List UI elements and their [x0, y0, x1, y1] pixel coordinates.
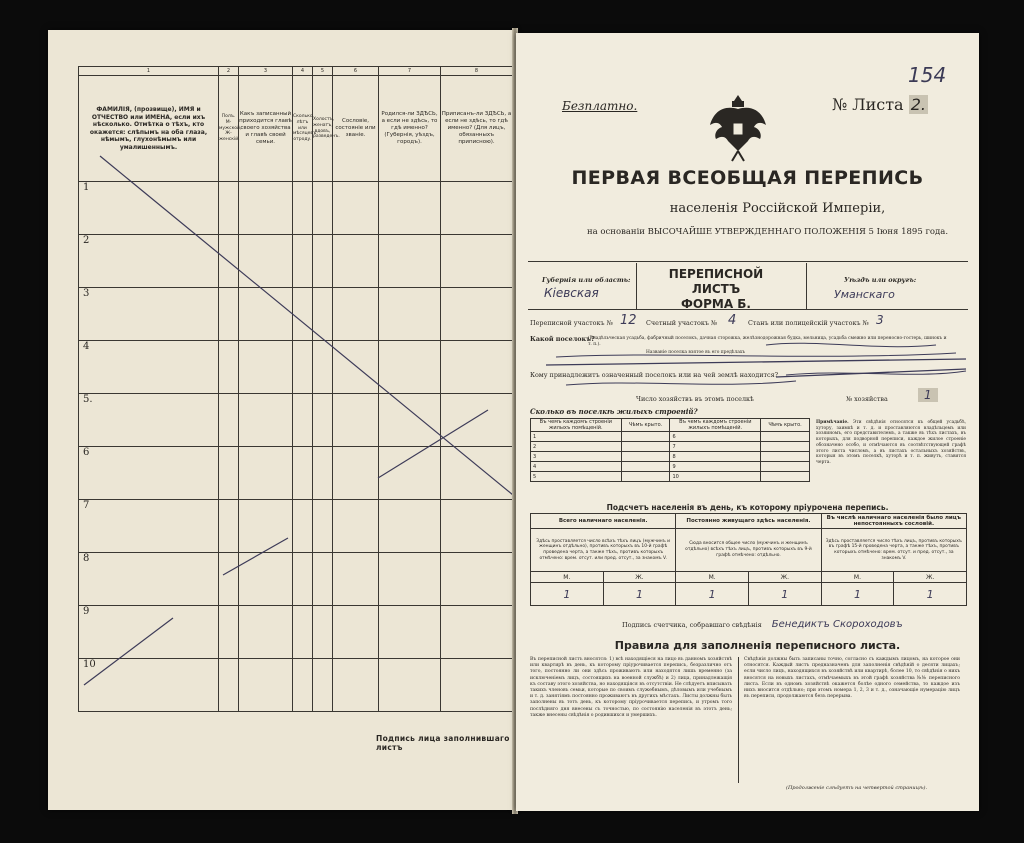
counting-area-label: Счетный участокъ №	[646, 319, 717, 327]
pop-value: 1	[531, 583, 604, 606]
column-number: 6	[333, 67, 379, 76]
row-number: 7	[79, 500, 219, 553]
legal-basis: на основаніи ВЫСОЧАЙШЕ УТВЕРЖДЕННАГО ПОЛОЖЕНІЯ 5 Іюня 1895 года.	[586, 227, 949, 237]
counter-signature-label: Подпись счетчика, собравшаго свѣдѣнія	[622, 621, 762, 629]
female-label: Ж.	[603, 572, 676, 583]
male-label: М.	[531, 572, 604, 583]
rules-right-column: Свѣдѣнія должны быть записаны точно, согласно съ каждымъ лицомъ, на которое они относятся. Каждый листъ предназначенъ для заполненія свѣдѣній о десяти лицахъ; если число лицъ, находящихся въ хозяйствѣ или квартирѣ, более 10, то свѣдѣнія о нихъ вносятся на новыхъ листахъ, отмѣчаемыхъ въ этой графѣ хозяйства №№ переписного листа. Если въ одномъ хозяйствѣ окажется болѣе одного семейства, то каждое изъ нихъ вносится отдѣльно; при этомъ номера 1, 2, 3 и т. д., означающіе нумерацію лицъ въ переписи, продолжаются безъ перерыва.	[744, 657, 960, 700]
note-text: Эти свѣдѣнія относятся къ общей усадьбѣ, хутору, заимкѣ и т. д. и проставляются владѣльцемъ или хозяиномъ, его представителемъ, а также въ тѣхъ листахъ, въ которыхъ, для подворной переписи, каждое жилое строеніе обозначено особо, и отмѣчаются въ соотвѣтствующей графѣ этого листа числомъ, а въ листахъ остальныхъ хозяйствъ, которыя въ этомъ поселкѣ, хуторѣ и т. п. живутъ, ставится черта.	[816, 420, 966, 466]
row-number: 3	[79, 288, 219, 341]
note-title: Примѣчаніе.	[816, 420, 849, 425]
female-label: Ж.	[748, 572, 821, 583]
male-label: М.	[821, 572, 894, 583]
form-title-line-2: ФОРМА Б.	[680, 297, 751, 311]
column-number: 7	[379, 67, 441, 76]
owner-label: Кому принадлежитъ означенный поселокъ или на чей землѣ находится?	[530, 371, 779, 379]
left-page	[48, 30, 515, 810]
right-page	[516, 33, 979, 811]
counter-signature-value: Бенедиктъ Скороходовъ	[771, 619, 903, 630]
building-number: 2	[531, 442, 622, 452]
subtitle: населенія Россійской Имперіи,	[669, 201, 886, 216]
column-header-relation: Какъ записанный приходится главѣ своего хозяйства и главѣ своей семьи.	[239, 76, 293, 182]
building-number: 8	[670, 452, 761, 462]
building-number: 3	[531, 452, 622, 462]
buildings-col-rooms: Въ чемъ каждомъ строеніи жилыхъ помѣщеній.	[531, 419, 622, 432]
note-block	[816, 420, 966, 466]
stan-value: 3	[876, 313, 884, 327]
column-number: 5	[313, 67, 333, 76]
pop-value: 1	[894, 583, 967, 606]
population-table	[530, 513, 967, 606]
row-number: 10	[79, 659, 219, 712]
column-header-name: ФАМИЛІЯ, (прозвище), ИМЯ и ОТЧЕСТВО или ИМЕНА, если ихъ нѣсколько. Отмѣтка о тѣхъ, кто окажется: слѣпымъ на оба глаза, нѣмымъ, глухонѣмымъ или умалишеннымъ.	[79, 76, 219, 182]
province-label: Губернія или область:	[542, 276, 631, 284]
form-title-line-1: ПЕРЕПИСНОЙ ЛИСТЪ	[668, 267, 764, 296]
settlement-label: Какой поселокъ?	[530, 335, 595, 343]
table-row	[531, 432, 810, 442]
row-number: 8	[79, 553, 219, 606]
households-no-value: 1	[918, 388, 938, 402]
building-number: 4	[531, 462, 622, 472]
counting-area-value: 4	[728, 313, 737, 328]
pop-value: 1	[676, 583, 749, 606]
building-number: 1	[531, 432, 622, 442]
column-header-marital: Холостъ, женатъ, вдовъ, разведенъ.	[313, 76, 333, 182]
table-row	[531, 462, 810, 472]
column-header-age: Сколько лѣтъ или мѣсяцевъ отроду.	[293, 76, 313, 182]
buildings-col-rooms: Въ чемъ каждомъ строеніи жилыхъ помѣщеній.	[670, 419, 761, 432]
column-number: 1	[79, 67, 219, 76]
population-title: Подсчетъ населенія въ день, къ которому пріурочена перепись.	[606, 503, 889, 512]
pop-value: 1	[748, 583, 821, 606]
female-label: Ж.	[894, 572, 967, 583]
buildings-title: Сколько въ поселкѣ жилыхъ строеній?	[530, 407, 698, 416]
pop-desc-permanent: Сюда вносится общее число (мужчинъ и женщинъ отдѣльно) всѣхъ тѣхъ лицъ, противъ которыхъ въ 9-й графѣ отмѣчено: отдѣльно.	[676, 529, 821, 572]
pop-desc-total: Здѣсь проставляется число всѣхъ тѣхъ лицъ (мужчинъ и женщинъ отдѣльно), противъ которыхъ въ 10-й графѣ проведена черта, а также тѣхъ, противъ которыхъ отмѣчено: врем. отсут. или пред. отсут., за знакомъ V.	[531, 529, 676, 572]
main-title: ПЕРВАЯ ВСЕОБЩАЯ ПЕРЕПИСЬ	[571, 167, 924, 189]
continued-note: (Продолженіе слѣдуетъ на четвертой страницѣ).	[786, 785, 928, 791]
province-value: Кіевская	[544, 286, 599, 300]
building-number: 5	[531, 472, 622, 482]
column-number: 3	[239, 67, 293, 76]
row-number: 5.	[79, 394, 219, 447]
column-header-registration: Приписанъ-ли ЗДѢСЬ, а если не здѣсь, то гдѣ именно? (Для лицъ, обязанныхъ приписною).	[441, 76, 513, 182]
buildings-table	[530, 418, 810, 482]
counter-signature	[622, 619, 903, 630]
building-number: 7	[670, 442, 761, 452]
column-header-birthplace: Родился-ли ЗДѢСЬ, а если не здѣсь, то гдѣ именно? (Губернія, уѣздъ, городъ).	[379, 76, 441, 182]
pop-col-permanent: Постоянно живущаго здѣсь населенія.	[676, 514, 821, 529]
table-row	[531, 452, 810, 462]
district-label: Уѣздъ или округъ:	[844, 276, 917, 284]
buildings-col-roof: Чѣмъ крыто.	[761, 419, 810, 432]
column-header-sex: Полъ. М-мужской, Ж-женскій.	[219, 76, 239, 182]
settlement-handwriting	[516, 33, 979, 413]
building-number: 9	[670, 462, 761, 472]
settlement-name-hint: Названіе поселка взятое въ его предѣлахъ	[646, 350, 746, 355]
buildings-col-roof: Чѣмъ крыто.	[621, 419, 670, 432]
pop-value: 1	[603, 583, 676, 606]
pop-col-non-permanent: Въ числѣ наличнаго населенія было лицъ непостоянныхъ сословій.	[821, 514, 966, 529]
rules-left-column: Въ переписной листъ вносятся: 1) всѣ находящіеся на лицо въ данномъ хозяйствѣ или квартирѣ въ день, къ которому пріурочивается перепись, безразлично отъ того, постоянно ли они здѣсь проживаютъ или находятся лишь временно (за исключеніемъ лицъ, состоящихъ на военной службѣ) и 2) лица, принадлежащія къ составу этого хозяйства, но находящіяся въ отсутствіи. Не слѣдуетъ вписывать такихъ членовъ семьи, которые по своимъ служебнымъ, дѣловымъ или учебнымъ и т. д. занятіямъ постоянно проживаютъ въ другихъ мѣстахъ. Листы должны быть заполнены въ тотъ день, къ которому пріурочивается перепись, и утромъ того послѣдняго дня внесены съ точностью, по состоянію населенія въ этотъ день; также внесены свѣдѣнія о родившихся и умершихъ.	[530, 657, 732, 718]
male-label: М.	[676, 572, 749, 583]
pop-col-total: Всего наличнаго населенія.	[531, 514, 676, 529]
building-number: 6	[670, 432, 761, 442]
households-no-label: № хозяйства	[846, 395, 888, 403]
building-number: 10	[670, 472, 761, 482]
census-area-value: 12	[620, 313, 637, 328]
table-row	[531, 442, 810, 452]
table-row	[531, 472, 810, 482]
row-number: 2	[79, 235, 219, 288]
sheet-number-value: 2.	[910, 95, 926, 114]
settlement-hint: (Владѣльческая усадьба, фабричный поселокъ, дачная сторожка, желѣзнодорожная будка, мельница, усадьба смежно или переносно-гостерь, шинокъ и т. п.).	[588, 336, 947, 348]
households-label: Число хозяйствъ въ этомъ поселкѣ	[636, 395, 754, 403]
row-number: 9	[79, 606, 219, 659]
rules-title: Правила для заполненія переписного листа.	[614, 639, 901, 652]
row-number: 4	[79, 341, 219, 394]
column-number: 4	[293, 67, 313, 76]
signature-label: Подпись лица заполнившаго листъ	[376, 734, 510, 752]
column-header-estate: Сословіе, состояніе или званіе.	[333, 76, 379, 182]
pop-value: 1	[821, 583, 894, 606]
stan-label: Станъ или полицейскій участокъ №	[748, 319, 869, 327]
free-label: Безплатно.	[562, 99, 638, 113]
sheet-number-label: № Листа	[832, 95, 904, 114]
row-number: 6	[79, 447, 219, 500]
census-area-label: Переписной участокъ №	[530, 319, 613, 327]
archive-page-number: 154	[908, 63, 947, 87]
divider	[738, 657, 739, 783]
row-number: 1	[79, 182, 219, 235]
column-number: 2	[219, 67, 239, 76]
pop-desc-non-permanent: Здѣсь проставляется число тѣхъ лицъ, противъ которыхъ въ графѣ 15-й проведена черта, а также тѣхъ, противъ которыхъ отмѣчено: врем. отсут. и пред. отсут., за знакомъ V.	[821, 529, 966, 572]
column-number: 8	[441, 67, 513, 76]
district-value: Уманскаго	[834, 288, 895, 301]
strike-through-lines	[48, 30, 515, 810]
